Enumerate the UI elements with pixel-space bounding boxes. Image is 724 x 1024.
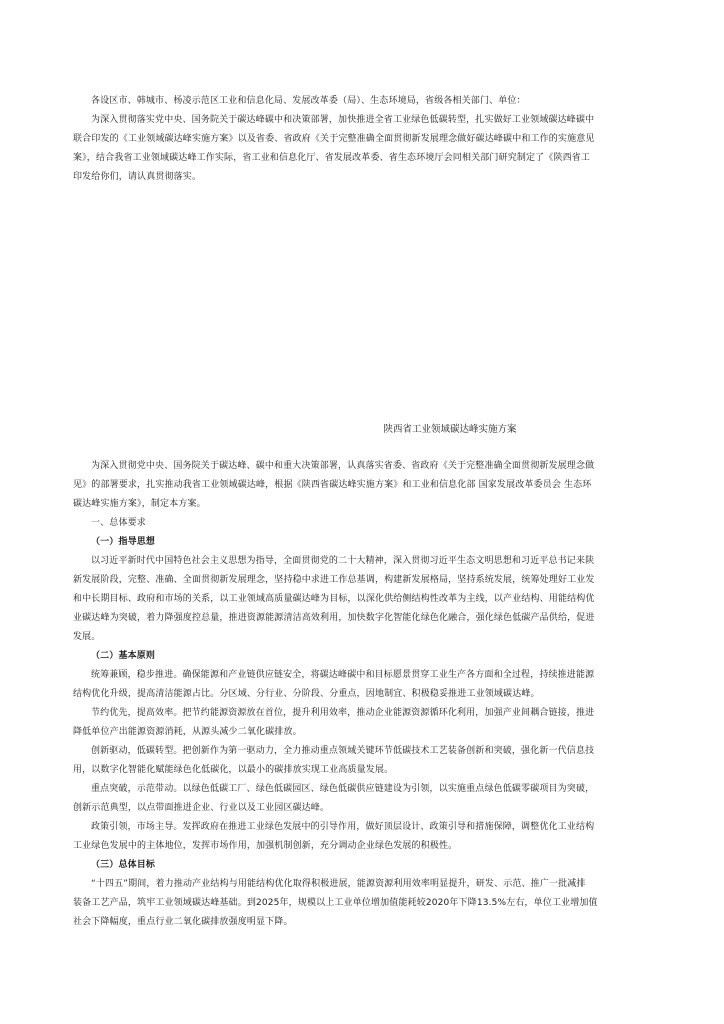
paragraph-line: 政策引领，市场主导。发挥政府在推进工业绿色发展中的引导作用，做好顶层设计、政策引导和措施保障，调整优化工业结构 <box>91 822 595 832</box>
paragraph-line: 新发展阶段，完整、准确、全面贯彻新发展理念，坚持稳中求进工作总基调，构建新发展格局，坚持系统发展，统筹处理好工业发 <box>73 575 595 585</box>
plan-intro-line: 碳达峰实施方案》，制定本方案。 <box>73 499 206 509</box>
plan-title: 陕西省工业领域碳达峰实施方案 <box>383 424 517 435</box>
notice-line: 为深入贯彻落实党中央、国务院关于碳达峰碳中和决策部署，加快推进全省工业绿色低碳转型，扎实做好工业领域碳达峰碳中 <box>91 115 595 125</box>
notice-section <box>73 92 656 187</box>
subsection-heading-overall-goals: （三）总体目标 <box>91 860 156 870</box>
plan-intro-line: 为深入贯彻党中央、国务院关于碳达峰、碳中和重大决策部署，认真落实省委、省政府《关于完整准确全面贯彻新发展理念做 <box>91 461 595 471</box>
paragraph-line: 发展。 <box>73 632 101 642</box>
paragraph-line: 社会下降幅度，重点行业二氧化碳排放强度明显下降。 <box>73 917 293 927</box>
paragraph-line: 结构优化升级，提高清洁能源占比。分区域、分行业、分阶段、分重点，因地制宜、积极稳妥推进工业领域碳达峰。 <box>73 689 540 699</box>
notice-line: 印发给你们，请认真贯彻落实。 <box>73 172 202 182</box>
paragraph-line: 节约优先，提高效率。把节约能源资源放在首位，提升利用效率，推动企业能源资源循环化利用，加强产业间耦合链接，推进 <box>91 708 595 718</box>
section-heading: 一、总体要求 <box>91 518 146 528</box>
notice-line: 案》，结合我省工业领域碳达峰工作实际，省工业和信息化厅、省发展改革委、省生态环境厅会同相关部门研究制定了《陕西省工 <box>73 153 591 163</box>
subsection-heading-guiding-ideology: （一）指导思想 <box>91 537 156 547</box>
notice-line: 联合印发的《工业领域碳达峰实施方案》以及省委、省政府《关于完整准确全面贯彻新发展理念做好碳达峰碳中和工作的实施意见 <box>73 134 595 144</box>
plan-body <box>73 457 656 932</box>
paragraph-line: 降低单位产出能源资源消耗，从源头减少二氧化碳排放。 <box>73 727 302 737</box>
paragraph-line: 装备工艺产品，筑牢工业领域碳达峰基础。到2025年，规模以上工业单位增加值能耗较2020年下降13.5%左右，单位工业增加值 <box>73 898 598 908</box>
paragraph-line: 业碳达峰为突破，着力降强度控总量，推进资源能源清洁高效利用，加快数字化智能化绿色化融合，强化绿色低碳产品供给，促进 <box>73 613 595 623</box>
paragraph-line: 以习近平新时代中国特色社会主义思想为指导，全面贯彻党的二十大精神，深入贯彻习近平生态文明思想和习近平总书记来陕 <box>91 556 595 566</box>
plan-intro-line: 见》的部署要求，扎实推动我省工业领域碳达峰，根据《陕西省碳达峰实施方案》和工业和信息化部 国家发展改革委员会 生态环 <box>73 480 592 490</box>
paragraph-line: 统筹兼顾，稳步推进。确保能源和产业链供应链安全，将碳达峰碳中和目标愿景贯穿工业生产各方面和全过程，持续推进能源 <box>91 670 595 680</box>
paragraph-line: “十四五”期间，着力推动产业结构与用能结构优化取得积极进展，能源资源利用效率明显提升，研发、示范、推广一批减排 <box>91 879 586 889</box>
paragraph-line: 创新示范典型，以点带面推进企业、行业以及工业园区碳达峰。 <box>73 803 330 813</box>
subsection-heading-basic-principles: （二）基本原则 <box>91 651 156 661</box>
paragraph-line: 和中长期目标、政府和市场的关系，以工业领域高质量碳达峰为目标，以深化供给侧结构性改革为主线，以产业结构、用能结构优 <box>73 594 595 604</box>
paragraph-line: 重点突破，示范带动。以绿色低碳工厂、绿色低碳园区、绿色低碳供应链建设为引领，以实施重点绿色低碳零碳项目为突破， <box>91 784 595 794</box>
paragraph-line: 创新驱动，低碳转型。把创新作为第一驱动力，全力推动重点领域关键环节低碳技术工艺装备创新和突破，强化新一代信息技 <box>91 746 595 756</box>
notice-salutation: 各设区市、韩城市、杨凌示范区工业和信息化局、发展改革委（局）、生态环境局，省级各相关部门、单位： <box>91 96 526 106</box>
paragraph-line: 工业绿色发展中的主体地位，发挥市场作用，加强机制创新，充分调动企业绿色发展的积极性。 <box>73 841 458 851</box>
paragraph-line: 用，以数字化智能化赋能绿色化低碳化，以最小的碳排放实现工业高质量发展。 <box>73 765 394 775</box>
